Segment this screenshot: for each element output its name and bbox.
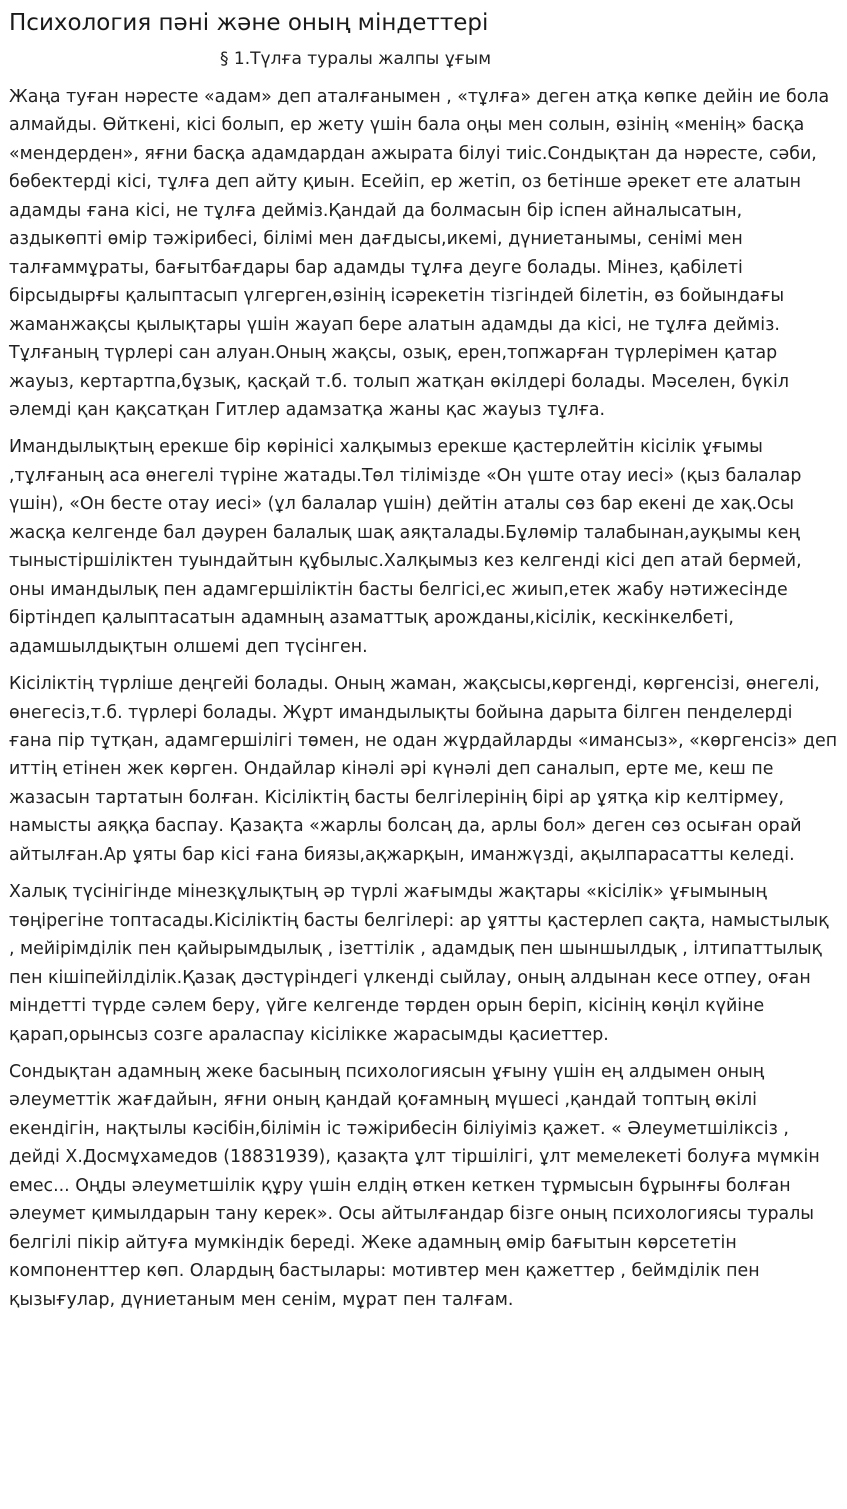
document-title: Психология пәні және оның міндеттері (9, 10, 489, 36)
paragraph-1: Жаңа туған нәресте «адам» деп аталғанымен , «тұлға» деген атқа көпке дейін ие бола алмайды. Өйткені, кісі болып, ер жету үшін бала оңы мен солын, өзінің «менің» басқа «мендерден», яғни басқа адамдардан ажырата білуі тиіс.Сондықтан да нәресте, сәби, бөбектерді кісі, тұлға деп айту қиын. Есейіп, ер жетіп, оз бетінше әрекет ете алатын адамды ғана кісі, не тұлға дейміз.Қандай да болмасын бір іспен айналысатын, аздыкөпті өмір тәжірибесі, білімі мен дағдысы,икемі, дүниетанымы, сенімі мен талғаммұраты, бағытбағдары бар адамды тұлға деуге болады. Мінез, қабілеті бірсыдырғы қалыптасып үлгерген,өзінің ісәрекетін тізгіндей білетін, өз бойындағы жаманжақсы қылықтары үшін жауап бере алатын адамды да кісі, не тұлға дейміз. Тұлғаның түрлері сан алуан.Оның жақсы, озық, ерен,топжарған түрлерімен қатар жауыз, кертартпа,бұзық, қасқай т.б. толып жатқан өкілдері болады. Мәселен, бүкіл әлемді қан қақсатқан Гитлер адамзатқа жаны қас жауыз тұлға. (9, 87, 830, 420)
section-heading: § 1.Түлға туралы жалпы ұғым (220, 49, 492, 69)
paragraph-3: Кісіліктің түрліше деңгейі болады. Оның жаман, жақсысы,көргенді, көргенсізі, өнегелі, өнегесіз,т.б. түрлері болады. Жұрт имандылықты бойына дарыта білген пенделерді ғана пір тұтқан, адамгершілігі төмен, не одан жұрдайларды «имансыз», «көргенсіз» деп иттің етінен жек көрген. Ондайлар кінәлі әрі күнәлі деп саналып, ерте ме, кеш пе жазасын тартатын болған. Кісіліктің басты белгілерінің бірі ар ұятқа кір келтірмеу, намысты аяққа баспау. Қазақта «жарлы болсаң да, арлы бол» деген сөз осыған орай айтылған.Ар ұяты бар кісі ғана биязы,ақжарқын, иманжүзді, ақылпарасатты келеді. (9, 674, 838, 865)
paragraph-5: Сондықтан адамның жеке басының психологиясын ұғыну үшін ең алдымен оның әлеуметтік жағдайын, яғни оның қандай қоғамның мүшесі ,қандай топтың өкілі екендігін, нақтылы кәсібін,білімін іс тәжірибесін біліуіміз қажет. « Әлеуметшіліксіз , дейді Х.Досмұхамедов (18831939), қазақта ұлт тіршілігі, ұлт мемелекеті болуға мүмкін емес... Оңды әлеуметшілік құру үшін елдің өткен кеткен тұрмысын бұрынғы болған әлеумет қимылдарын тану керек». Осы айтылғандар бізге оның психологиясы туралы белгілі пікір айтуға мумкіндік береді. Жеке адамның өмір бағытын көрсететін компоненттер көп. Олардың бастылары: мотивтер мен қажеттер , беймділік пен қызығулар, дүниетаным мен сенім, мұрат пен талғам. (9, 1061, 820, 1310)
paragraph-2: Имандылықтың ерекше бір көрінісі халқымыз ерекше қастерлейтін кісілік ұғымы ,тұлғаның аса өнегелі түріне жатады.Төл тілімізде «Он үште отау иесі» (қыз балалар үшін), «Он бесте отау иесі» (ұл балалар үшін) дейтін аталы сөз бар екені де хақ.Осы жасқа келгенде бал дәурен балалық шақ аяқталады.Бұлөмір талабынан,ауқымы кең тыныстіршіліктен туындайтын құбылыс.Халқымыз кез келгенді кісі деп атай бермей, оны имандылық пен адамгершіліктін басты белгісі,ес жиып,етек жабу нәтижесінде біртіндеп қалыптасатын адамның азаматтық арожданы,кісілік, кескінкелбеті, адамшылдықтын олшемі деп түсінген. (9, 437, 802, 657)
paragraph-4: Халық түсінігінде мінезқұлықтың әр түрлі жағымды жақтары «кісілік» ұғымының төңірегіне топтасады.Кісіліктің басты белгілері: ар ұятты қастерлеп сақта, намыстылық , мейірімділік пен қайырымдылық , ізеттілік , адамдық пен шыншылдық , ілтипаттылық пен кішіпейілділік.Қазақ дәстүріндегі үлкенді сыйлау, оның алдынан кесе отпеу, оған міндетті түрде сәлем беру, үйге келгенде төрден орын беріп, кісінің көңіл күйіне қарап,орынсыз созге араласпау кісілікке жарасымды қасиеттер. (9, 882, 829, 1045)
